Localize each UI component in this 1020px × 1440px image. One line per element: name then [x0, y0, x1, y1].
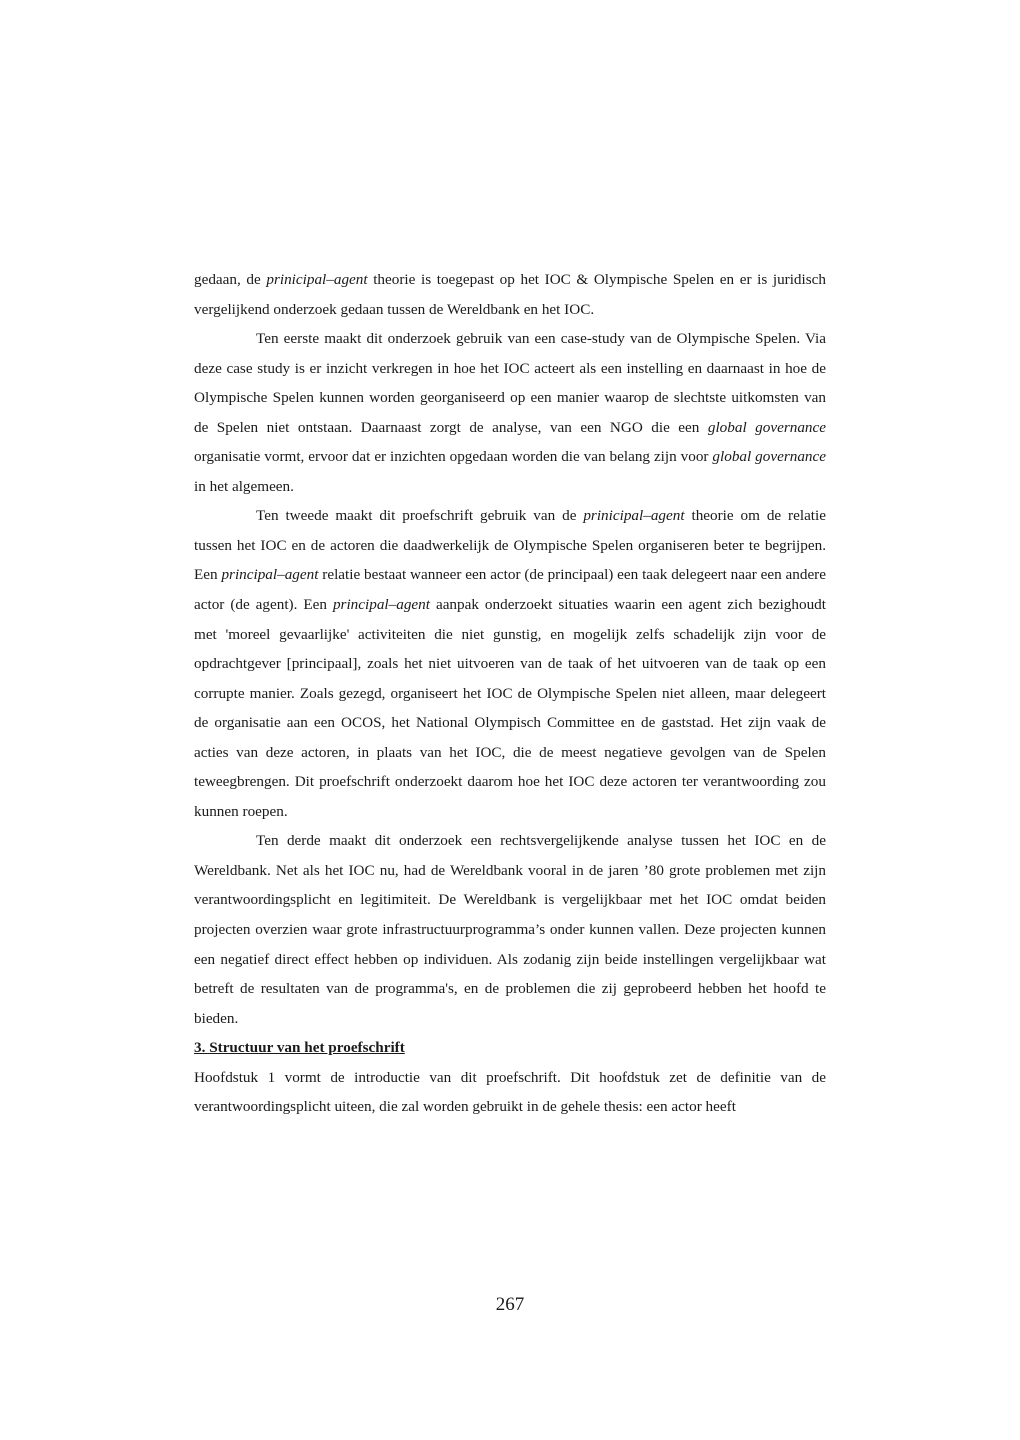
p2-italic-term-1: global governance: [707, 418, 826, 436]
p3-italic-term-2: principal–agent: [221, 566, 319, 584]
p3-text-4: aanpak onderzoekt situaties waarin een agent zich bezighoudt met 'moreel gevaarlijke' activiteiten die niet gunstig, en mogelijk zelfs schadelijk zijn voor de opdrachtgever [principaal], zoals het niet uitvoeren van de taak of het uitvoeren van de taak op een corrupte manier. Zoals gezegd, organiseert het IOC de Olympische Spelen niet alleen, maar delegeert de organisatie aan een OCOS, het National Olympisch Committee en de gaststad. Het zijn vaak de acties van deze actoren, in plaats van het IOC, die de meest negatieve gevolgen van de Spelen teweegbrengen. Dit proefschrift onderzoekt daarom hoe het IOC deze actoren ter verantwoording zou kunnen roepen.: [194, 596, 826, 820]
body-text: [194, 265, 826, 1122]
p2-text-2: organisatie vormt, ervoor dat er inzichten opgedaan worden die van belang zijn voor: [194, 448, 713, 466]
p3-text-1: Ten tweede maakt dit proefschrift gebruik van de: [256, 507, 584, 525]
paragraph-5: Hoofdstuk 1 vormt de introductie van dit proefschrift. Dit hoofdstuk zet de definitie van de verantwoordingsplicht uiteen, die zal worden gebruikt in de gehele thesis: een actor heeft: [194, 1068, 826, 1116]
p2-italic-term-2: global governance: [712, 448, 826, 466]
p3-italic-term-1: prinicipal–agent: [583, 507, 685, 525]
p3-text-2: theorie om de relatie tussen het IOC en de actoren die daadwerkelijk de Olympische Spelen organiseren beter te begrijpen. Een: [194, 507, 826, 584]
page-number: 267: [495, 1294, 525, 1315]
paragraph-1: [194, 265, 826, 324]
paragraph-2: [194, 324, 826, 501]
p1-italic-term: prinicipal–agent: [266, 271, 368, 288]
p2-text-1: Ten eerste maakt dit onderzoek gebruik van een case-study van de Olympische Spelen. Via deze case study is er inzicht verkregen in hoe het IOC acteert als een instelling en daarnaast in hoe de Olympische Spelen kunnen worden georganiseerd op een manier waarop de slechtste uitkomsten van de Spelen niet ontstaan. Daarnaast zorgt de analyse, van een NGO die een: [194, 330, 826, 436]
p1-text-2: theorie is toegepast op het IOC & Olympische Spelen en er is juridisch vergelijkend onderzoek gedaan tussen de Wereldbank en het IOC.: [194, 271, 826, 318]
p2-text-3: in het algemeen.: [194, 477, 294, 495]
p1-text-1: gedaan, de: [194, 271, 267, 288]
p3-italic-term-3: principal–agent: [332, 596, 430, 614]
p3-text-3: relatie bestaat wanneer een actor (de principaal) een taak delegeert naar een andere actor (de agent). Een: [194, 566, 826, 614]
section-heading: 3. Structuur van het proefschrift: [194, 1039, 405, 1057]
paragraph-4: Ten derde maakt dit onderzoek een rechtsvergelijkende analyse tussen het IOC en de Wereldbank. Net als het IOC nu, had de Wereldbank vooral in de jaren ’80 grote problemen met zijn verantwoordingsplicht en legitimiteit. De Wereldbank is vergelijkbaar met het IOC omdat beiden projecten overzien waar grote infrastructuurprogramma’s onder kunnen vallen. Deze projecten kunnen een negatief direct effect hebben op individuen. Als zodanig zijn beide instellingen vergelijkbaar wat betreft de resultaten van de programma's, en de problemen die zij geprobeerd hebben het hoofd te bieden.: [194, 832, 826, 1027]
paragraph-3: [194, 501, 826, 826]
